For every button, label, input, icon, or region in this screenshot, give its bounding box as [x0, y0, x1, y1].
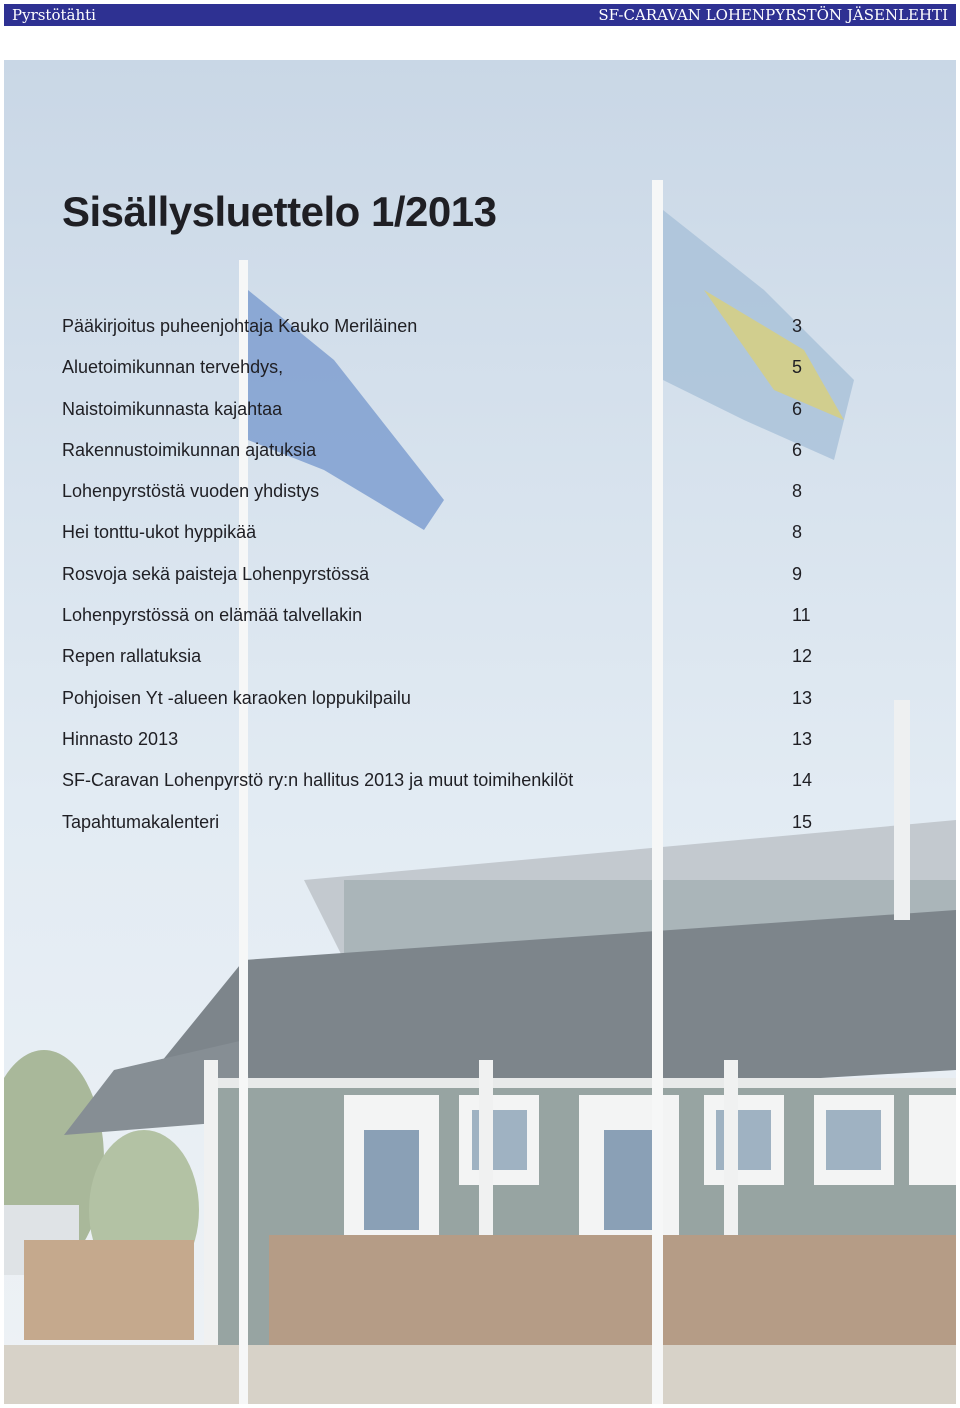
toc-label: Hei tonttu-ukot hyppikää [62, 522, 257, 543]
toc-entry[interactable] [62, 682, 822, 723]
toc-entry[interactable] [62, 806, 822, 847]
masthead-bar [4, 4, 956, 26]
toc-entry[interactable] [62, 351, 822, 392]
toc-page-number: 14 [792, 770, 813, 791]
toc-page-number: 11 [792, 605, 811, 626]
toc-label: Pääkirjoitus puheenjohtaja Kauko Meriläinen [62, 316, 418, 336]
toc-entry[interactable] [62, 723, 822, 764]
toc-entry[interactable] [62, 516, 822, 557]
toc-label: Hinnasto 2013 [62, 728, 179, 749]
toc-page-number: 5 [792, 357, 803, 378]
toc-entry[interactable] [62, 599, 822, 640]
publisher-name: SF-CARAVAN LOHENPYRSTÖN JÄSENLEHTI [598, 6, 948, 24]
toc-label: Repen rallatuksia [62, 646, 202, 667]
toc-entry[interactable] [62, 310, 822, 351]
toc-entry[interactable] [62, 434, 822, 475]
toc-page-number: 15 [792, 811, 813, 832]
magazine-name: Pyrstötähti [12, 6, 96, 24]
toc-page-number: 6 [792, 439, 803, 460]
toc-entry[interactable] [62, 475, 822, 516]
toc-page-number: 9 [792, 563, 803, 584]
toc-entry[interactable] [62, 764, 822, 805]
toc-entry[interactable] [62, 558, 822, 599]
toc-entry[interactable] [62, 393, 822, 434]
toc-label: Tapahtumakalenteri [62, 811, 220, 832]
toc-label: Aluetoimikunnan tervehdys, [62, 357, 284, 378]
toc-label: Naistoimikunnasta kajahtaa [62, 398, 283, 419]
toc-page-number: 13 [792, 728, 813, 749]
toc-label: Lohenpyrstössä on elämää talvellakin [62, 605, 363, 626]
table-of-contents [62, 310, 822, 847]
page-title: Sisällysluettelo 1/2013 [62, 188, 497, 235]
toc-label: Rosvoja sekä paisteja Lohenpyrstössä [62, 563, 370, 584]
toc-label: SF-Caravan Lohenpyrstö ry:n hallitus 2013 ja muut toimihenkilöt [62, 770, 574, 791]
toc-page-number: 13 [792, 687, 813, 708]
toc-label: Rakennustoimikunnan ajatuksia [62, 439, 317, 460]
toc-page-number: 8 [792, 481, 803, 502]
toc-label: Pohjoisen Yt -alueen karaoken loppukilpailu [62, 687, 411, 708]
toc-page-number: 3 [792, 316, 803, 336]
toc-entry[interactable] [62, 640, 822, 681]
toc-page-number: 8 [792, 522, 803, 543]
toc-page-number: 12 [792, 646, 813, 667]
toc-page-number: 6 [792, 398, 803, 419]
toc-label: Lohenpyrstöstä vuoden yhdistys [62, 481, 320, 502]
